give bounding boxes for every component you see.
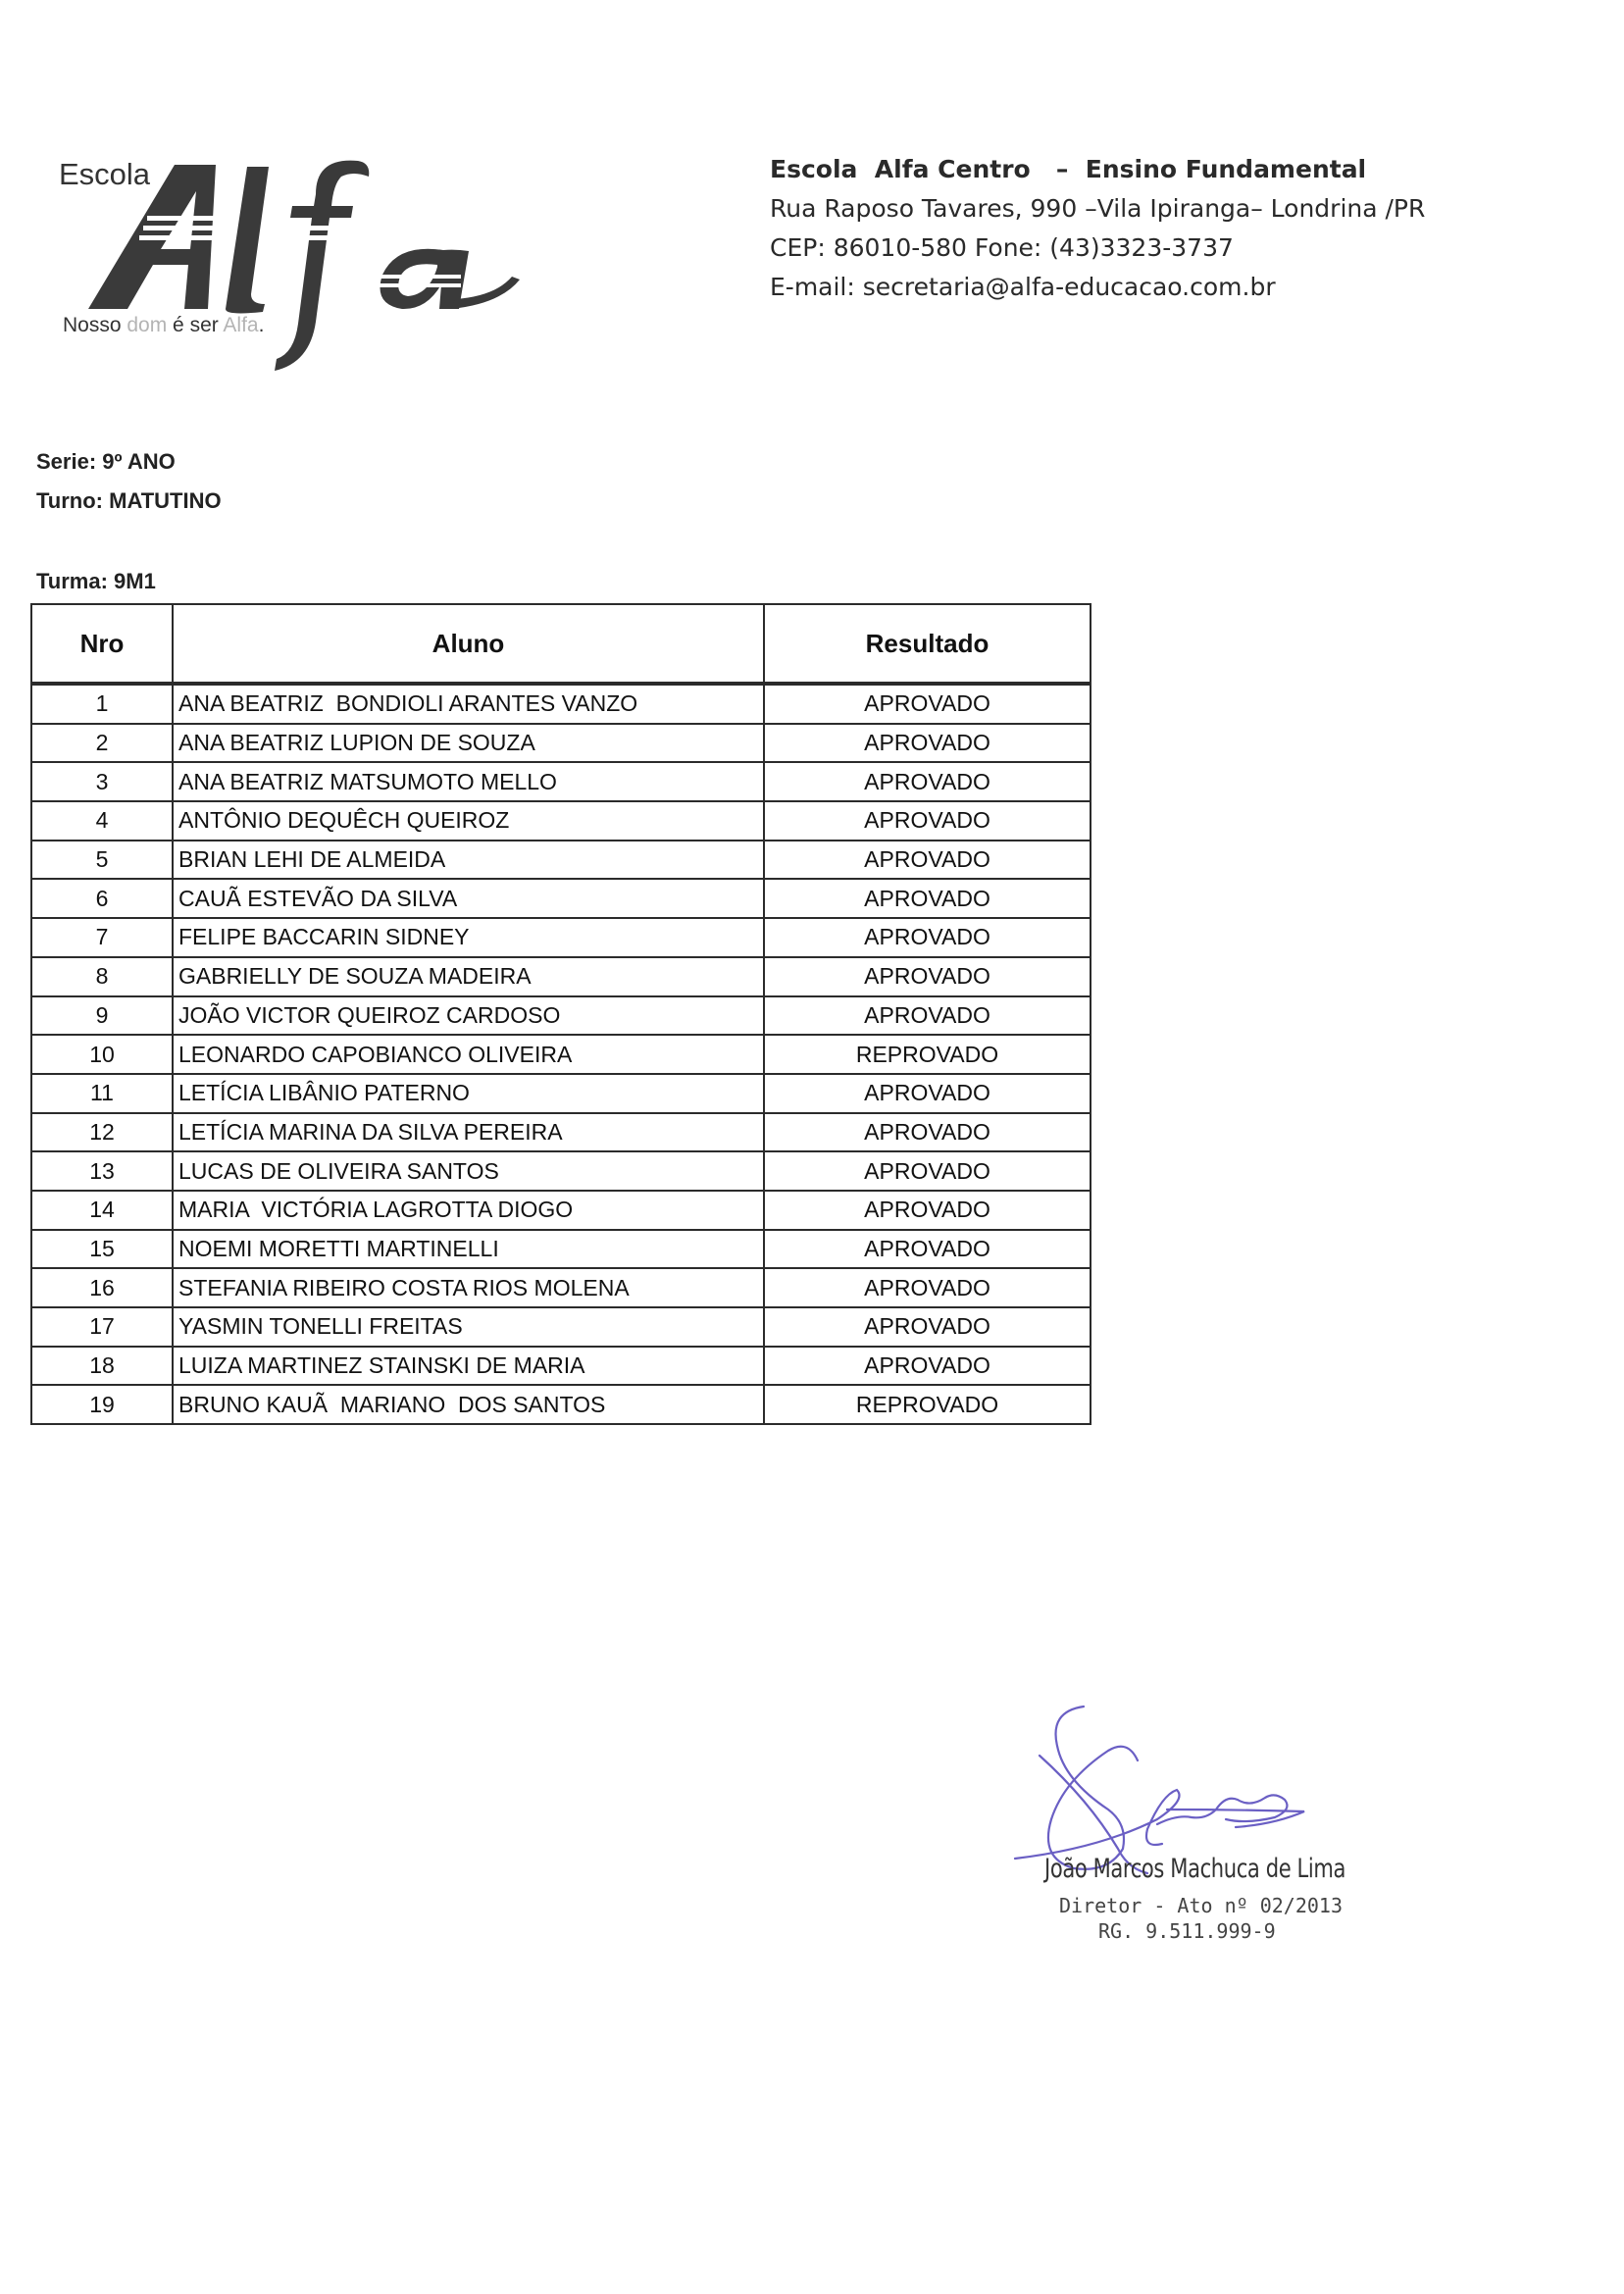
serie-label: Serie: 9º ANO	[36, 449, 176, 474]
cell-nro: 5	[31, 841, 173, 880]
cell-resultado: APROVADO	[764, 801, 1091, 841]
cell-resultado: APROVADO	[764, 1230, 1091, 1269]
cell-nro: 1	[31, 684, 173, 724]
cell-nro: 18	[31, 1347, 173, 1386]
header-resultado: Resultado	[764, 604, 1091, 684]
table-row	[31, 841, 1091, 880]
cell-nro: 17	[31, 1307, 173, 1347]
cell-nro: 9	[31, 996, 173, 1036]
cell-nro: 12	[31, 1113, 173, 1152]
cell-aluno: JOÃO VICTOR QUEIROZ CARDOSO	[173, 996, 764, 1036]
signature-role: Diretor - Ato nº 02/2013	[1059, 1894, 1343, 1917]
turma-label: Turma: 9M1	[36, 569, 156, 593]
table-row	[31, 918, 1091, 957]
cell-nro: 8	[31, 957, 173, 996]
cell-nro: 14	[31, 1191, 173, 1230]
cell-aluno: YASMIN TONELLI FREITAS	[173, 1307, 764, 1347]
cell-nro: 7	[31, 918, 173, 957]
table-row	[31, 1151, 1091, 1191]
table-header-row	[31, 604, 1091, 684]
cell-resultado: APROVADO	[764, 1307, 1091, 1347]
table-row	[31, 957, 1091, 996]
cell-aluno: ANA BEATRIZ MATSUMOTO MELLO	[173, 762, 764, 801]
logo-slogan: Nosso dom é ser Alfa.	[63, 314, 265, 336]
table-row	[31, 1268, 1091, 1307]
cell-resultado: APROVADO	[764, 1113, 1091, 1152]
cell-aluno: LETÍCIA LIBÂNIO PATERNO	[173, 1074, 764, 1113]
table-row	[31, 1347, 1091, 1386]
table-row	[31, 762, 1091, 801]
cell-nro: 10	[31, 1035, 173, 1074]
table-row	[31, 1191, 1091, 1230]
cell-aluno: LETÍCIA MARINA DA SILVA PEREIRA	[173, 1113, 764, 1152]
cell-resultado: APROVADO	[764, 918, 1091, 957]
cell-resultado: APROVADO	[764, 841, 1091, 880]
school-address: Rua Raposo Tavares, 990 –Vila Ipiranga– Londrina /PR	[770, 194, 1426, 223]
cell-resultado: APROVADO	[764, 1268, 1091, 1307]
school-name: Escola Alfa Centro – Ensino Fundamental	[770, 155, 1367, 183]
school-logo	[59, 147, 569, 382]
school-info	[770, 150, 1425, 307]
header-nro: Nro	[31, 604, 173, 684]
cell-nro: 15	[31, 1230, 173, 1269]
cell-resultado: APROVADO	[764, 1191, 1091, 1230]
cell-aluno: ANTÔNIO DEQUÊCH QUEIROZ	[173, 801, 764, 841]
cell-aluno: BRUNO KAUÃ MARIANO DOS SANTOS	[173, 1385, 764, 1424]
table-row	[31, 1385, 1091, 1424]
table-row	[31, 1307, 1091, 1347]
header-aluno: Aluno	[173, 604, 764, 684]
cell-nro: 19	[31, 1385, 173, 1424]
cell-resultado: APROVADO	[764, 1347, 1091, 1386]
table-row	[31, 684, 1091, 724]
table-row	[31, 879, 1091, 918]
cell-aluno: BRIAN LEHI DE ALMEIDA	[173, 841, 764, 880]
cell-resultado: APROVADO	[764, 1074, 1091, 1113]
cell-aluno: GABRIELLY DE SOUZA MADEIRA	[173, 957, 764, 996]
cell-aluno: LUIZA MARTINEZ STAINSKI DE MARIA	[173, 1347, 764, 1386]
cell-aluno: ANA BEATRIZ LUPION DE SOUZA	[173, 724, 764, 763]
cell-aluno: MARIA VICTÓRIA LAGROTTA DIOGO	[173, 1191, 764, 1230]
cell-resultado: APROVADO	[764, 879, 1091, 918]
cell-aluno: NOEMI MORETTI MARTINELLI	[173, 1230, 764, 1269]
table-row	[31, 996, 1091, 1036]
signature-rg: RG. 9.511.999-9	[1098, 1919, 1276, 1943]
cell-resultado: REPROVADO	[764, 1385, 1091, 1424]
cell-resultado: APROVADO	[764, 724, 1091, 763]
cell-resultado: APROVADO	[764, 762, 1091, 801]
director-signature	[981, 1702, 1393, 1957]
table-row	[31, 724, 1091, 763]
table-row	[31, 1074, 1091, 1113]
table-row	[31, 801, 1091, 841]
cell-resultado: REPROVADO	[764, 1035, 1091, 1074]
cell-aluno: STEFANIA RIBEIRO COSTA RIOS MOLENA	[173, 1268, 764, 1307]
table-body	[31, 684, 1091, 1424]
cell-aluno: CAUÃ ESTEVÃO DA SILVA	[173, 879, 764, 918]
cell-nro: 16	[31, 1268, 173, 1307]
cell-nro: 2	[31, 724, 173, 763]
cell-resultado: APROVADO	[764, 1151, 1091, 1191]
results-table	[30, 603, 1091, 1425]
cell-aluno: LEONARDO CAPOBIANCO OLIVEIRA	[173, 1035, 764, 1074]
school-cep-phone: CEP: 86010-580 Fone: (43)3323-3737	[770, 233, 1234, 262]
cell-nro: 13	[31, 1151, 173, 1191]
cell-nro: 6	[31, 879, 173, 918]
cell-nro: 4	[31, 801, 173, 841]
table-row	[31, 1035, 1091, 1074]
cell-nro: 11	[31, 1074, 173, 1113]
logo-escola-text: Escola	[59, 157, 151, 191]
school-email: E-mail: secretaria@alfa-educacao.com.br	[770, 273, 1276, 301]
cell-resultado: APROVADO	[764, 684, 1091, 724]
cell-aluno: FELIPE BACCARIN SIDNEY	[173, 918, 764, 957]
cell-aluno: LUCAS DE OLIVEIRA SANTOS	[173, 1151, 764, 1191]
signature-name: João Marcos Machuca de Lima	[1044, 1854, 1346, 1884]
cell-nro: 3	[31, 762, 173, 801]
table-row	[31, 1113, 1091, 1152]
cell-resultado: APROVADO	[764, 957, 1091, 996]
cell-resultado: APROVADO	[764, 996, 1091, 1036]
turno-label: Turno: MATUTINO	[36, 488, 222, 513]
table-row	[31, 1230, 1091, 1269]
cell-aluno: ANA BEATRIZ BONDIOLI ARANTES VANZO	[173, 684, 764, 724]
